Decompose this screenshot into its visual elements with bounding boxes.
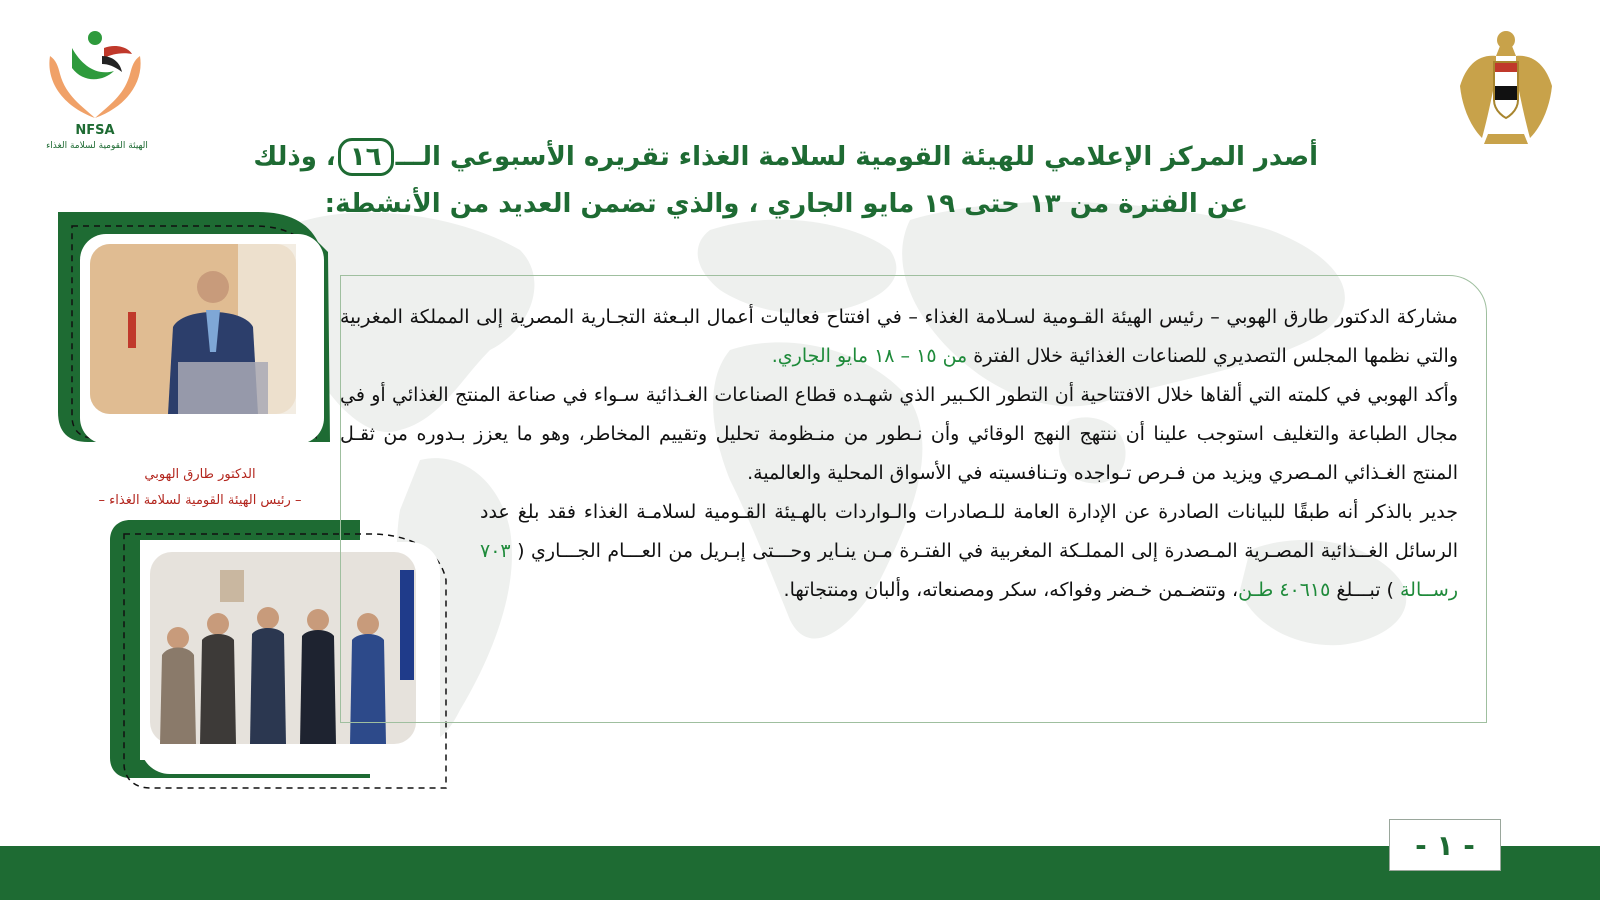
photo-caption [70,462,330,514]
caption-name: الدكتور طارق الهوبي [144,467,256,482]
report-title [250,134,1318,228]
nfsa-logo [42,26,162,160]
speaker-photo [90,244,296,414]
exports-text: جدير بالذكر أنه طبقًا للبيانات الصادرة عن الإدارة العامة للـصادرات والـواردات بالهـيئة القـومية لسلامـة الغذاء فقد بلغ عدد الرسائل الغــذائية المصـرية المـصدرة إلى المملـكة المغربية في الفتـرة مـن ينـاير وحـــتى إبـريل من العـــام الجـــاري ( [480,501,1458,562]
egypt-eagle-icon [1458,26,1554,150]
report-body [340,298,1458,610]
caption-title: – رئيس الهيئة القومية لسلامة الغذاء – [98,493,302,508]
nfsa-acronym: NFSA [75,123,115,138]
exports-messages: ٧٠٣ رســالة [480,540,1458,601]
title-line-1-text: أصدر المركز الإعلامي للهيئة القومية لسلامة الغذاء تقريره الأسبوعي الـــ [395,142,1318,172]
title-line-1 [250,134,1318,181]
page-number: - ١ - [1389,819,1501,871]
nfsa-name: الهيئة القومية لسلامة الغذاء [46,141,148,151]
mission-period: من ١٥ – ١٨ مايو الجاري. [771,345,968,367]
mission-text: مشاركة الدكتور طارق الهوبي – رئيس الهيئة القـومية لسـلامة الغذاء – في افتتاح فعاليات أعمال البـعثة التجـارية المصرية إلى المملكة المغربية والتي نظمها المجلس التصديري للصناعات الغذائية خلال الفترة [340,306,1458,367]
exports-text-3: ، وتتضـمن خـضر وفواكه، سكر ومصنعاته، وألبان ومنتجاتها. [783,579,1239,601]
title-line-2: عن الفترة من ١٣ حتى ١٩ مايو الجاري ، والذي تضمن العديد من الأنشطة: [324,189,1248,219]
report-number-badge: ١٦ [338,138,394,176]
photo-frame-speaker [58,212,330,452]
title-line-1-suffix: ، وذلك [253,142,336,172]
paragraph-statement: وأكد الهوبي في كلمته التي ألقاها خلال الافتتاحية أن التطور الكـبير الذي شهـده قطاع الصناعات الغـذائية سـواء في صناعة المنتج الغذائي أو في مجال الطباعة والتغليف استوجب علينا أن ننتهج النهج الوقائي وأن نـطور من منـظومة تحليل وتقييم المخاطر، وهو ما يعزز بـدوره من ثقـل المنتج الغـذائي المـصري ويزيد من فـرص تـواجده وتـنافسيته في الأسواق المحلية والعالمية. [340,384,1458,484]
footer-bar [0,846,1600,900]
paragraph-exports [480,493,1458,610]
nfsa-hands-icon [42,26,148,126]
exports-tons: ٤٠٦١٥ طـن [1238,579,1331,601]
paragraph-mission [340,298,1458,376]
exports-text-2: ) تبـــلغ [1330,579,1400,601]
